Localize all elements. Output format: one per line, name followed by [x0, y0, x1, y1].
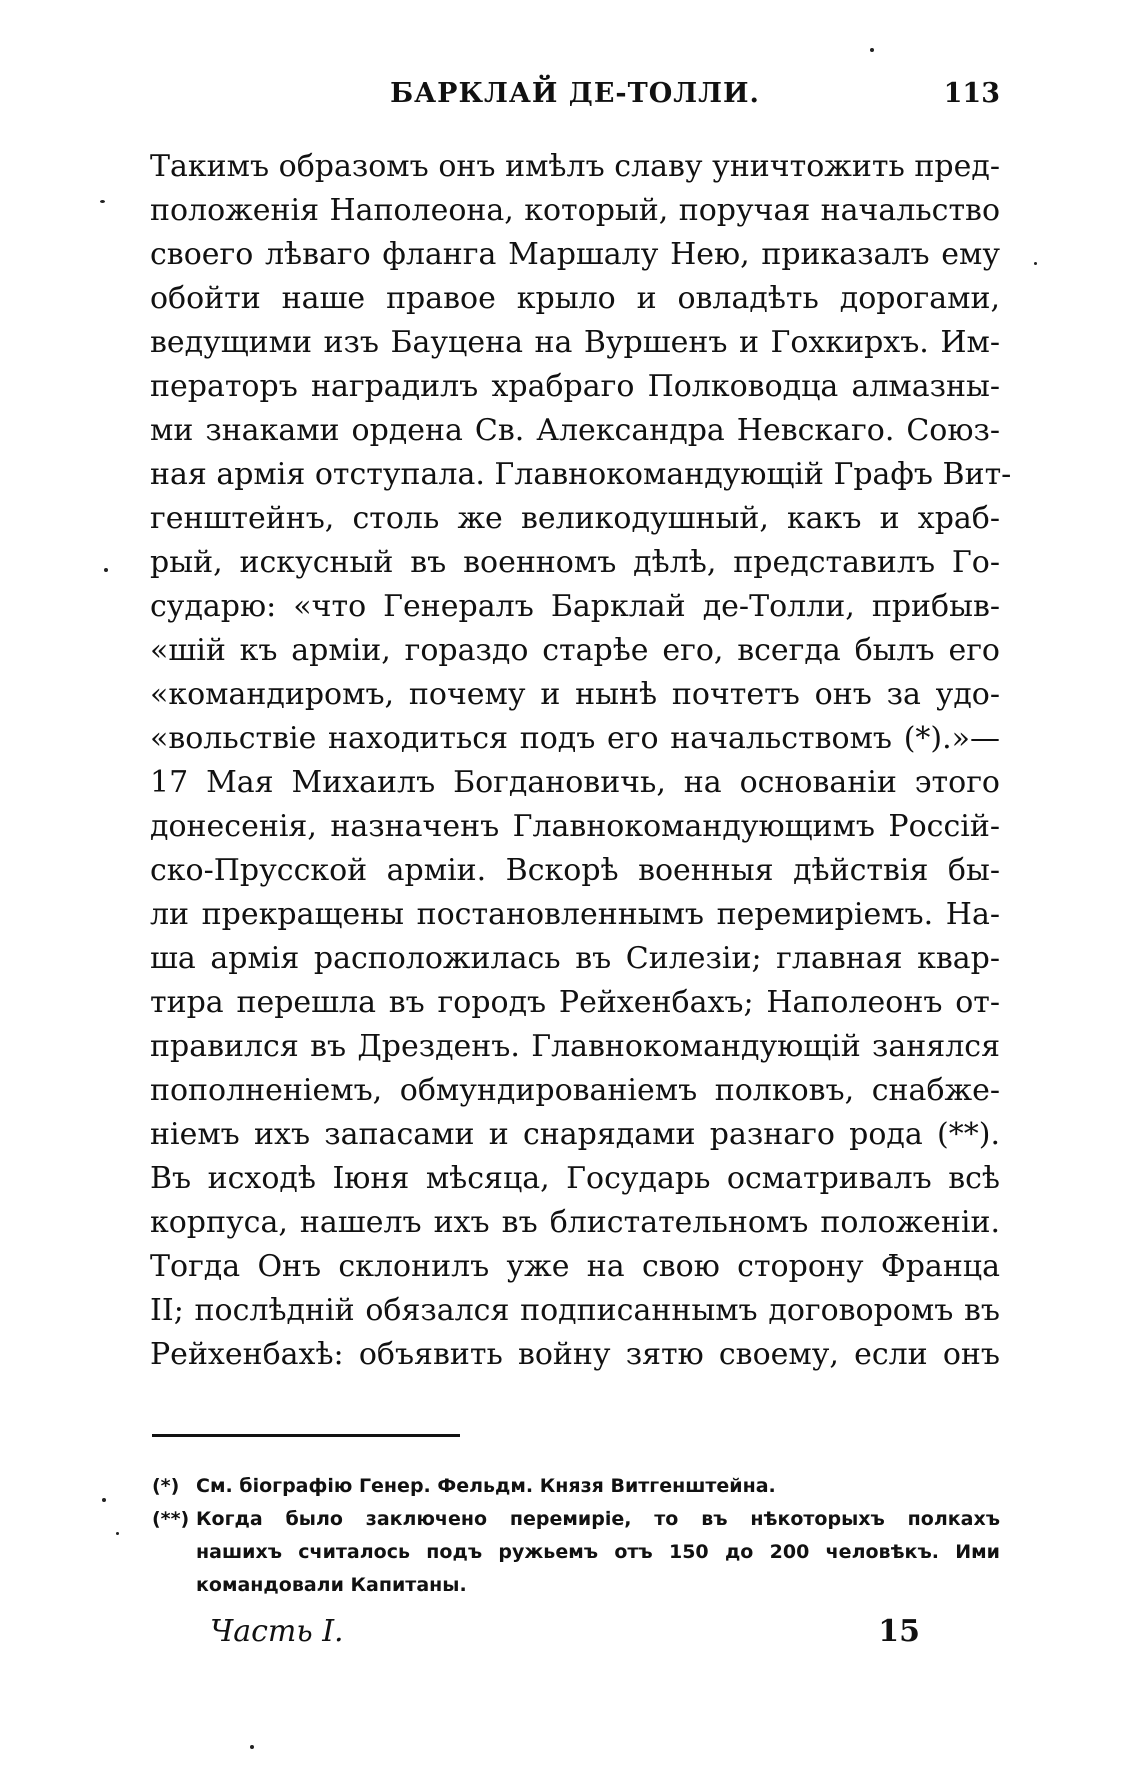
page-number: 113 [943, 78, 1000, 109]
footnote-mark: (*) [152, 1475, 180, 1497]
text-line: 17 Мая Михаилъ Богдановичь, на основаніи этого [150, 765, 1000, 800]
text-line: «шій къ арміи, гораздо старѣе его, всегда былъ его [150, 633, 1000, 668]
sheet-number: 15 [878, 1614, 920, 1649]
scan-speck [104, 568, 108, 572]
scan-speck [100, 200, 105, 203]
text-line: ско-Прусской арміи. Вскорѣ военныя дѣйствія бы- [150, 853, 1000, 888]
text-line: пополненіемъ, обмундированіемъ полковъ, снабже- [150, 1073, 1000, 1108]
footnote-text [196, 1503, 1000, 1536]
footnote-line: Когда было заключено перемиріе, то въ нѣкоторыхъ полкахъ [196, 1508, 1000, 1530]
text-line: корпуса, нашелъ ихъ въ блистательномъ положеніи. [150, 1205, 1000, 1240]
text-line: ная армія отступала. Главнокомандующій Графъ Вит- [150, 457, 1012, 492]
text-line: ператоръ наградилъ храбраго Полководца алмазны- [150, 369, 1000, 404]
text-line: правился въ Дрезденъ. Главнокомандующій занялся [150, 1029, 1000, 1064]
footnote-line: командовали Капитаны. [196, 1574, 467, 1596]
footnotes [152, 1470, 1000, 1602]
text-line: II; послѣдній обязался подписаннымъ договоромъ въ [150, 1293, 1000, 1328]
text-line: «вольствіе находиться подъ его начальствомъ (*).»— [150, 721, 1000, 756]
text-line: тира перешла въ городъ Рейхенбахъ; Наполеонъ от- [150, 985, 1000, 1020]
footnote-1 [152, 1470, 1000, 1503]
text-line: ша армія расположилась въ Силезіи; главная квар- [150, 941, 1000, 976]
text-line: своего лѣваго фланга Маршалу Нею, приказалъ ему [150, 237, 1000, 272]
scan-speck [1034, 262, 1037, 265]
scan-speck [102, 1498, 106, 1502]
text-line: Тогда Онъ склонилъ уже на свою сторону Франца [150, 1249, 1000, 1284]
page-footer [210, 1614, 920, 1654]
footnote-divider [152, 1434, 460, 1437]
text-line: обойти наше правое крыло и овладѣть дорогами, [150, 281, 1000, 316]
text-line: ми знаками ордена Св. Александра Невскаго. Союз- [150, 413, 1000, 448]
text-line: ніемъ ихъ запасами и снарядами разнаго рода (**). [150, 1117, 1000, 1152]
page-header [150, 78, 1000, 118]
footnote-2 [152, 1503, 1000, 1536]
footnote-line: нашихъ считалось подъ ружьемъ отъ 150 до 200 человѣкъ. Ими [196, 1541, 1000, 1563]
text-line: «командиромъ, почему и нынѣ почтетъ онъ за удо- [150, 677, 1000, 712]
text-line: Рейхенбахѣ: объявить войну зятю своему, если онъ [150, 1337, 1000, 1372]
footnote-mark: (**) [152, 1508, 190, 1530]
signature-mark: Часть I. [210, 1614, 344, 1649]
text-line: ведущими изъ Бауцена на Вуршенъ и Гохкирхъ. Им- [150, 325, 1000, 360]
scan-speck [250, 1745, 254, 1749]
text-line: Въ исходѣ Іюня мѣсяца, Государь осматривалъ всѣ [150, 1161, 1000, 1196]
scan-speck [116, 1532, 119, 1535]
text-line: генштейнъ, столь же великодушный, какъ и храб- [150, 501, 1000, 536]
text-line: донесенія, назначенъ Главнокомандующимъ Россій- [150, 809, 1000, 844]
text-line: рый, искусный въ военномъ дѣлѣ, представилъ Го- [150, 545, 1000, 580]
running-title: БАРКЛАЙ ДЕ-ТОЛЛИ. [390, 78, 760, 109]
footnote-text: См. біографію Генер. Фельдм. Князя Витгенштейна. [196, 1475, 776, 1497]
text-line: ли прекращены постановленнымъ перемиріемъ. На- [150, 897, 1000, 932]
text-line: положенія Наполеона, который, поручая начальство [150, 193, 1000, 228]
body-text [150, 145, 1012, 1377]
scan-speck [870, 48, 874, 52]
text-line: сударю: «что Генералъ Барклай де-Толли, прибыв- [150, 589, 1000, 624]
text-line: Такимъ образомъ онъ имѣлъ славу уничтожить пред- [150, 149, 1000, 184]
